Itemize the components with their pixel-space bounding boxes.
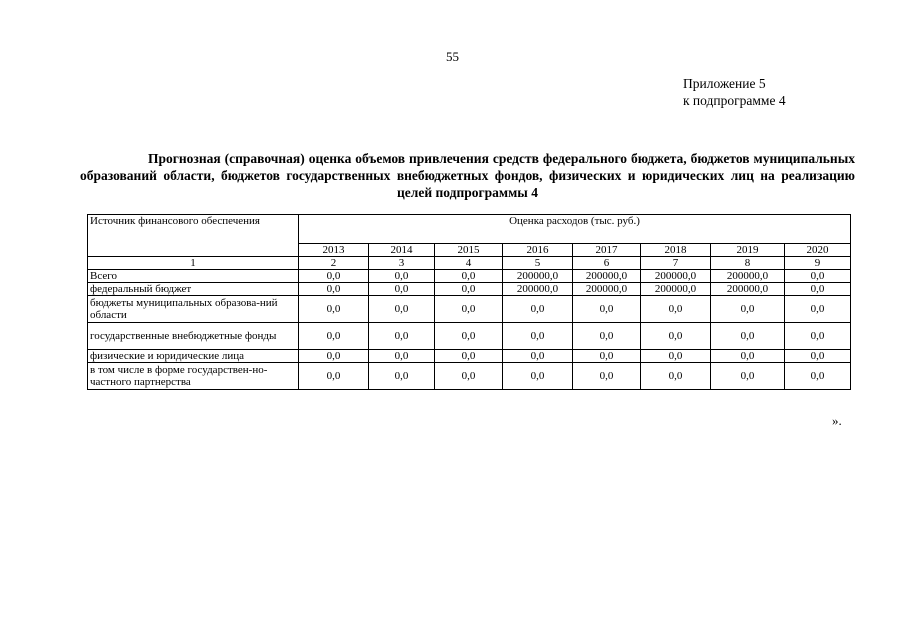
table-cell: 0,0 [711, 350, 785, 363]
table-row [88, 350, 851, 363]
table-cell: 0,0 [711, 296, 785, 323]
table-cell: 0,0 [641, 350, 711, 363]
table-row [88, 283, 851, 296]
table-cell: 0,0 [785, 323, 851, 350]
source-header: Источник финансового обеспечения [88, 215, 299, 257]
row-label: федеральный бюджет [88, 283, 299, 296]
year-header-2019: 2019 [711, 244, 785, 257]
appendix-line-2: к подпрограмме 4 [683, 93, 786, 108]
column-number-row [88, 257, 851, 270]
table-cell: 0,0 [299, 323, 369, 350]
row-label: Всего [88, 270, 299, 283]
table-cell: 0,0 [369, 296, 435, 323]
table-cell: 0,0 [785, 283, 851, 296]
table-cell: 0,0 [785, 350, 851, 363]
column-number: 2 [299, 257, 369, 270]
row-label: государственные внебюджетные фонды [88, 323, 299, 350]
table-cell: 200000,0 [573, 283, 641, 296]
year-header-2013: 2013 [299, 244, 369, 257]
table-cell: 200000,0 [573, 270, 641, 283]
appendix-line-1: Приложение 5 [683, 76, 766, 91]
table-cell: 0,0 [641, 363, 711, 390]
table-cell: 0,0 [641, 296, 711, 323]
table-cell: 0,0 [503, 323, 573, 350]
table-cell: 0,0 [641, 323, 711, 350]
document-title: Прогнозная (справочная) оценка объемов привлечения средств федерального бюджета, бюджетов муниципальных образований области, бюджетов государственных внебюджетных фондов, физических и юридических лиц на реализацию целей подпрограммы 4 [80, 151, 855, 200]
column-number: 7 [641, 257, 711, 270]
table-row [88, 270, 851, 283]
column-number: 5 [503, 257, 573, 270]
estimate-header: Оценка расходов (тыс. руб.) [299, 215, 851, 244]
table-cell: 0,0 [299, 270, 369, 283]
table-cell: 0,0 [435, 283, 503, 296]
table-row [88, 363, 851, 390]
row-label: физические и юридические лица [88, 350, 299, 363]
table-cell: 200000,0 [711, 270, 785, 283]
table-cell: 0,0 [785, 296, 851, 323]
column-number: 9 [785, 257, 851, 270]
table-cell: 0,0 [369, 270, 435, 283]
table-cell: 0,0 [299, 283, 369, 296]
year-header-2016: 2016 [503, 244, 573, 257]
table-cell: 0,0 [573, 350, 641, 363]
table-cell: 0,0 [785, 363, 851, 390]
table-header-row [88, 215, 851, 244]
column-number: 8 [711, 257, 785, 270]
table-cell: 200000,0 [503, 270, 573, 283]
year-header-2014: 2014 [369, 244, 435, 257]
table-cell: 0,0 [369, 283, 435, 296]
appendix-note [683, 75, 786, 109]
table-cell: 0,0 [369, 363, 435, 390]
table-cell: 0,0 [435, 363, 503, 390]
table-cell: 200000,0 [641, 270, 711, 283]
table-cell: 0,0 [711, 363, 785, 390]
table-cell: 0,0 [503, 296, 573, 323]
table-cell: 0,0 [299, 296, 369, 323]
year-header-2015: 2015 [435, 244, 503, 257]
table-cell: 0,0 [503, 350, 573, 363]
table-cell: 200000,0 [503, 283, 573, 296]
column-number: 1 [88, 257, 299, 270]
page-number: 55 [446, 49, 459, 64]
table-row [88, 296, 851, 323]
table-cell: 0,0 [299, 363, 369, 390]
closing-quote: ». [832, 413, 842, 428]
year-header-2018: 2018 [641, 244, 711, 257]
table-cell: 0,0 [785, 270, 851, 283]
column-number: 4 [435, 257, 503, 270]
table-cell: 0,0 [503, 363, 573, 390]
table-body [88, 270, 851, 390]
table-cell: 0,0 [435, 270, 503, 283]
table-cell: 0,0 [369, 323, 435, 350]
funding-table [87, 214, 851, 390]
table-cell: 0,0 [369, 350, 435, 363]
year-header-2017: 2017 [573, 244, 641, 257]
row-label: бюджеты муниципальных образова-ний области [88, 296, 299, 323]
table-cell: 0,0 [711, 323, 785, 350]
table-cell: 0,0 [299, 350, 369, 363]
column-number: 3 [369, 257, 435, 270]
table-cell: 200000,0 [711, 283, 785, 296]
table-cell: 0,0 [435, 350, 503, 363]
table-row [88, 323, 851, 350]
column-number: 6 [573, 257, 641, 270]
table-cell: 0,0 [435, 323, 503, 350]
table-cell: 200000,0 [641, 283, 711, 296]
table-cell: 0,0 [573, 323, 641, 350]
row-label: в том числе в форме государствен-но-частного партнерства [88, 363, 299, 390]
year-header-2020: 2020 [785, 244, 851, 257]
table-cell: 0,0 [573, 363, 641, 390]
table-cell: 0,0 [573, 296, 641, 323]
table-cell: 0,0 [435, 296, 503, 323]
